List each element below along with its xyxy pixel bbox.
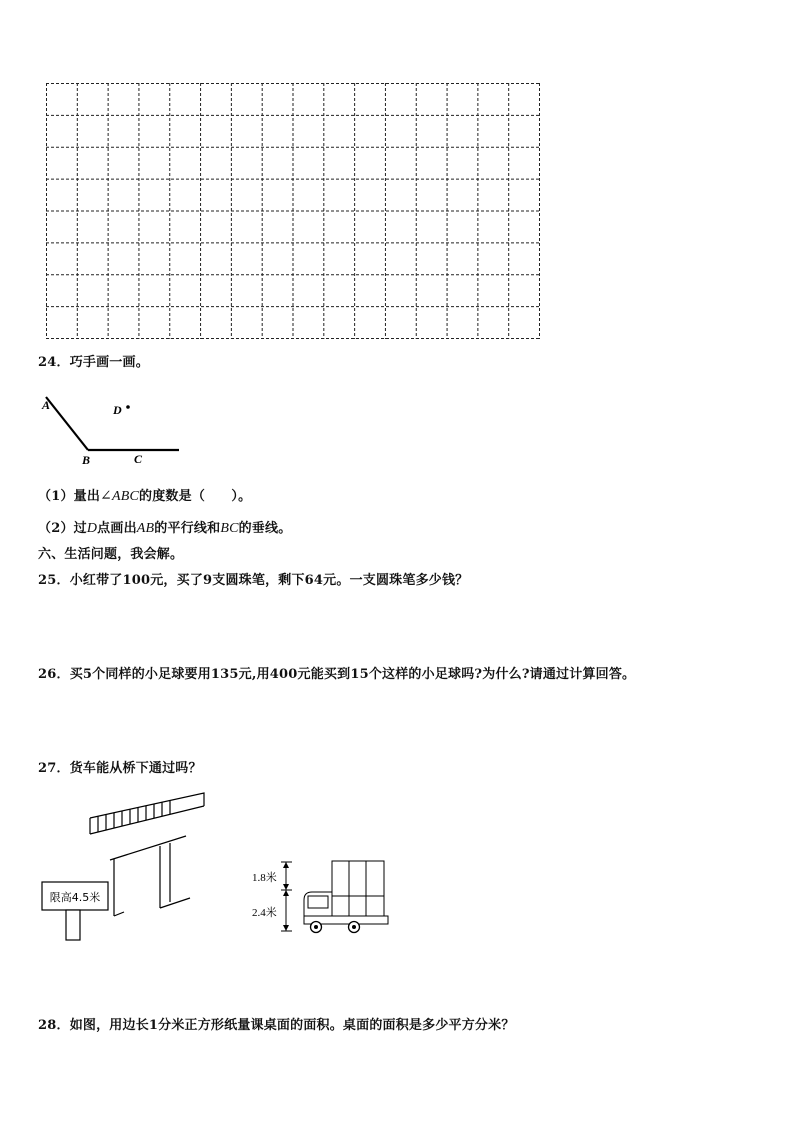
q24-part2-line2: BC (220, 521, 239, 536)
right-pillar-base (160, 898, 190, 908)
q24-part2-mid2: 的平行线和 (154, 521, 221, 536)
q24-title: 24．巧手画一画。 (38, 355, 149, 370)
q24-part2-line1: AB (136, 521, 155, 536)
q24-part1-angle: ∠ABC (100, 489, 140, 504)
q27-text: 27．货车能从桥下通过吗？ (38, 761, 202, 776)
q25-text: 25．小红带了100元，买了9支圆珠笔，剩下64元。一支圆珠笔多少钱？ (38, 573, 469, 588)
q24-part1-prefix: （1）量出 (38, 489, 101, 504)
arrow-3 (283, 890, 289, 896)
cargo-boxes (332, 861, 384, 916)
label-d: D (113, 403, 122, 417)
bridge-svg (36, 790, 216, 946)
front-wheel-hub (314, 925, 318, 929)
q24-part2-mid1: 点画出 (97, 521, 137, 536)
arrow-4 (283, 925, 289, 931)
q24-part2 (38, 520, 291, 538)
truck-svg (248, 856, 390, 938)
drawing-grid (46, 83, 540, 339)
angle-abc-svg (36, 390, 186, 466)
truck-figure (248, 856, 390, 938)
q24-part2-prefix: （2）过 (38, 521, 87, 536)
point-d (126, 405, 130, 409)
arrow-1 (283, 862, 289, 868)
grid-svg (46, 83, 540, 339)
rear-wheel-hub (352, 925, 356, 929)
q26-text: 26．买5个同样的小足球要用135元,用400元能买到15个这样的小足球吗?为什么?请通过计算回答。 (38, 667, 636, 682)
bridge-deck-bottom (90, 806, 204, 834)
q24-part1 (38, 488, 251, 506)
height-limit-text: 限高4.5米 (49, 891, 101, 904)
cargo-height-label: 1.8米 (252, 872, 277, 884)
truck-height-label: 2.4米 (252, 907, 277, 919)
bridge-beam (110, 836, 186, 860)
bridge-figure (36, 790, 216, 946)
q28-text: 28．如图，用边长1分米正方形纸量课桌面的面积。桌面的面积是多少平方分米？ (38, 1018, 515, 1033)
q24-angle-figure (36, 390, 186, 466)
sign-post (66, 910, 80, 940)
label-b: B (82, 453, 91, 466)
q24-part2-point: D (86, 521, 98, 536)
label-a: A (42, 398, 51, 412)
left-pillar-base (114, 912, 124, 916)
q24-part2-suffix: 的垂线。 (238, 521, 292, 536)
bridge-deck-top (90, 793, 204, 818)
section6-heading: 六、生活问题，我会解。 (38, 547, 184, 562)
label-c: C (134, 452, 143, 466)
arrow-2 (283, 884, 289, 890)
ray-ba (46, 397, 88, 450)
cab-window (308, 896, 328, 908)
q24-part1-suffix: 的度数是（ ）。 (139, 489, 252, 504)
